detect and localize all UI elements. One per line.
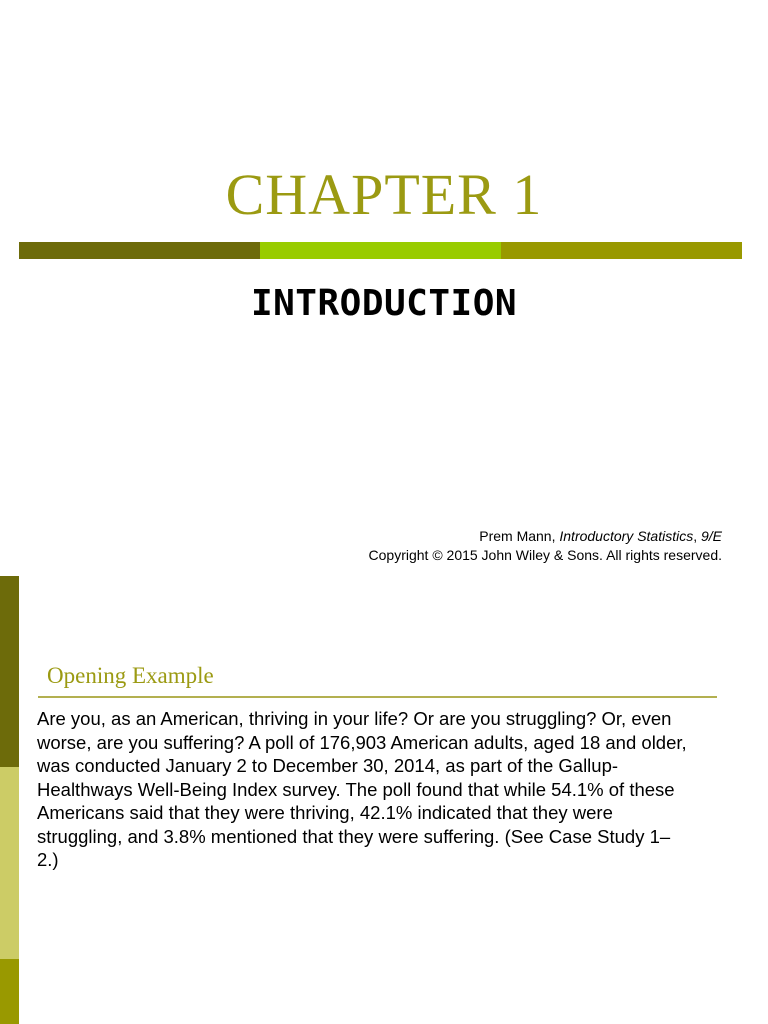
paragraph-line: Are you, as an American, thriving in your life? Or are you struggling? Or, even bbox=[37, 708, 672, 729]
copyright-notice: Copyright © 2015 John Wiley & Sons. All rights reserved. bbox=[368, 547, 722, 563]
section-heading: Opening Example bbox=[47, 663, 214, 688]
book-title: Introductory Statistics bbox=[559, 528, 694, 544]
decorative-band-lime bbox=[260, 242, 501, 259]
side-strip-light bbox=[0, 767, 19, 959]
paragraph-line: Americans said that they were thriving, 42.1% indicated that they were bbox=[37, 802, 613, 823]
paragraph-line: struggling, and 3.8% mentioned that they were suffering. (See Case Study 1– bbox=[37, 825, 671, 847]
decorative-band-olive bbox=[501, 242, 742, 259]
book-credit bbox=[369, 527, 722, 565]
decorative-band-dark bbox=[19, 242, 260, 259]
citation-separator: , bbox=[693, 528, 701, 544]
paragraph-line: worse, are you suffering? A poll of 176,903 American adults, aged 18 and older, bbox=[37, 731, 687, 753]
paragraph-line: was conducted January 2 to December 30, 2014, as part of the Gallup- bbox=[37, 755, 619, 776]
book-citation bbox=[369, 527, 722, 546]
heading-divider bbox=[38, 696, 717, 698]
side-strip-dark bbox=[0, 576, 19, 767]
chapter-title: CHAPTER 1 bbox=[225, 162, 543, 227]
author-name: Prem Mann, bbox=[479, 528, 560, 544]
opening-example-slide bbox=[0, 576, 768, 1024]
chapter-subtitle: INTRODUCTION bbox=[250, 283, 518, 324]
paragraph-line: 2.) bbox=[37, 849, 59, 870]
book-edition: 9/E bbox=[700, 528, 722, 544]
side-strip-olive bbox=[0, 959, 19, 1024]
paragraph-line: Healthways Well-Being Index survey. The poll found that while 54.1% of these bbox=[37, 778, 675, 800]
opening-example-paragraph bbox=[37, 707, 727, 872]
